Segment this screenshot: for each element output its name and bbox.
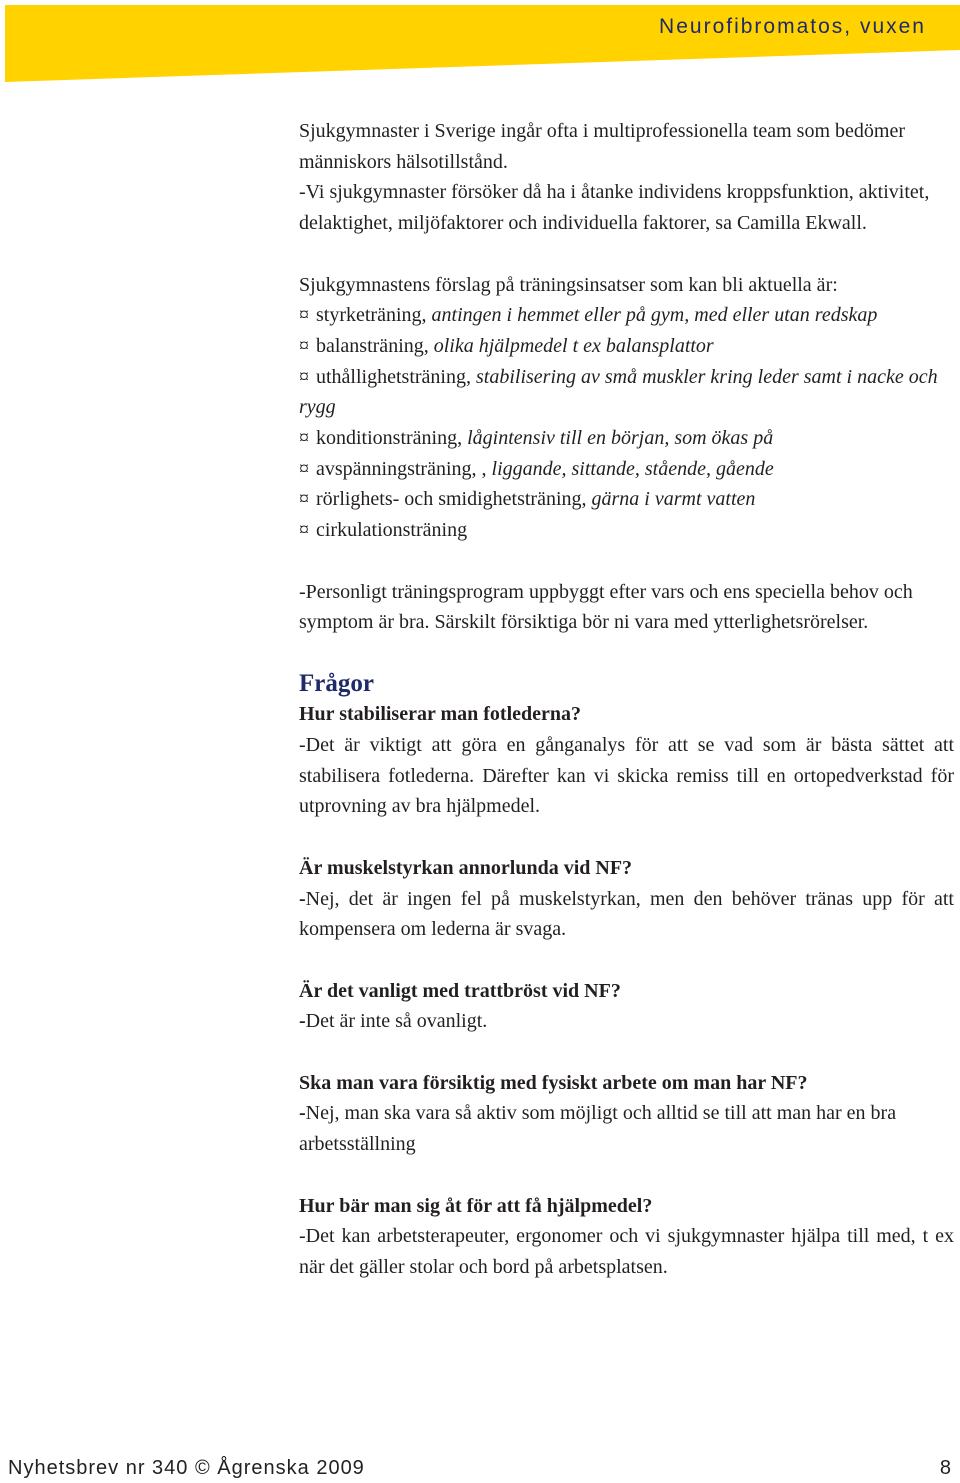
bullet-mark: ¤ (299, 488, 309, 511)
intro-paragraph-2: -Vi sjukgymnaster försöker då ha i åtanke individens kroppsfunktion, aktivitet, delaktighet, miljöfaktorer och individuella faktorer, sa Camilla Ekwall. (299, 181, 930, 235)
answer-dash: - (299, 887, 306, 910)
training-closing: -Personligt träningsprogram uppbyggt efter vars och ens speciella behov och symptom är bra. Särskilt försiktiga bör ni vara med ytterlighetsrörelser. (299, 580, 913, 634)
bullet-mark: ¤ (299, 365, 309, 388)
intro-paragraph-1: Sjukgymnaster i Sverige ingår ofta i multiprofessionella team som bedömer människors hälsotillstånd. (299, 120, 905, 173)
answer-text: Nej, man ska vara så aktiv som möjligt och alltid se till att man har en bra arbetsställning (299, 1102, 897, 1156)
training-item (299, 300, 954, 331)
training-item-label: cirkulationsträning (316, 519, 468, 542)
training-item-note: lågintensiv till en början, som ökas på (467, 427, 774, 450)
header-banner (0, 0, 960, 90)
training-item-note: olika hjälpmedel t ex balansplattor (433, 334, 714, 357)
training-item (299, 423, 954, 454)
answer-text: Det är viktigt att göra en gånganalys för att se vad som är bästa sättet att stabilisera fotlederna. Därefter kan vi skicka remiss till en ortopedverkstad för utprovning av bra hjälpmedel. (299, 734, 954, 818)
answer-dash: - (299, 1102, 306, 1125)
training-item-label: styrketräning, (316, 304, 427, 327)
faq-question: Ska man vara försiktig med fysiskt arbete om man har NF? (299, 1071, 808, 1094)
answer-dash: - (299, 1010, 306, 1033)
page-number: 8 (939, 1457, 952, 1479)
bullet-mark: ¤ (299, 334, 309, 357)
article-body (299, 116, 954, 1283)
training-item-label: avspänningsträning, , (316, 457, 487, 480)
training-item-note: gärna i varmt vatten (591, 488, 756, 511)
answer-text: Det kan arbetsterapeuter, ergonomer och vi sjukgymnaster hjälpa till med, t ex när det gäller stolar och bord på arbetsplatsen. (299, 1225, 954, 1278)
footer-newsletter-label: Nyhetsbrev nr 340 © Ågrenska 2009 (8, 1457, 365, 1479)
training-item-label: konditionsträning, (316, 427, 463, 450)
answer-text: Det är inte så ovanligt. (305, 1010, 488, 1033)
header-banner-shape (0, 0, 960, 90)
training-item-note: liggande, sittande, stående, gående (491, 457, 774, 480)
faq-question: Hur bär man sig åt för att få hjälpmedel? (299, 1194, 653, 1217)
faq-answer (299, 1221, 954, 1282)
bullet-mark: ¤ (299, 304, 309, 327)
training-item-note: antingen i hemmet eller på gym, med eller utan redskap (431, 304, 878, 327)
training-item (299, 515, 954, 546)
page-footer (0, 1453, 960, 1483)
answer-dash: - (299, 734, 306, 757)
faq-answer (299, 1006, 954, 1037)
training-item-label: balansträning, (316, 334, 429, 357)
faq-question: Är det vanligt med trattbröst vid NF? (299, 979, 621, 1002)
bullet-mark: ¤ (299, 519, 309, 542)
training-item-label: uthållighetsträning, (316, 365, 471, 388)
faq-answer (299, 884, 954, 945)
faq-answer (299, 730, 954, 822)
faq-question: Är muskelstyrkan annorlunda vid NF? (299, 856, 633, 879)
answer-text: Nej, det är ingen fel på muskelstyrkan, men den behöver tränas upp för att kompensera om lederna är svaga. (299, 887, 954, 941)
faq-heading: Frågor (299, 669, 374, 697)
faq-question: Hur stabiliserar man fotlederna? (299, 703, 582, 726)
faq-answer (299, 1098, 954, 1159)
answer-dash: - (299, 1225, 306, 1248)
training-item-label: rörlighets- och smidighetsträning, (316, 488, 587, 511)
training-lead: Sjukgymnastens förslag på träningsinsatser som kan bli aktuella är: (299, 273, 838, 296)
training-item (299, 362, 954, 423)
training-item (299, 331, 954, 362)
training-item (299, 484, 954, 515)
running-header-title: Neurofibromatos, vuxen (659, 15, 926, 38)
training-item (299, 454, 954, 485)
training-item-note: stabilisering av små muskler kring leder samt i nacke och rygg (299, 365, 938, 419)
bullet-mark: ¤ (299, 457, 309, 480)
bullet-mark: ¤ (299, 427, 309, 450)
